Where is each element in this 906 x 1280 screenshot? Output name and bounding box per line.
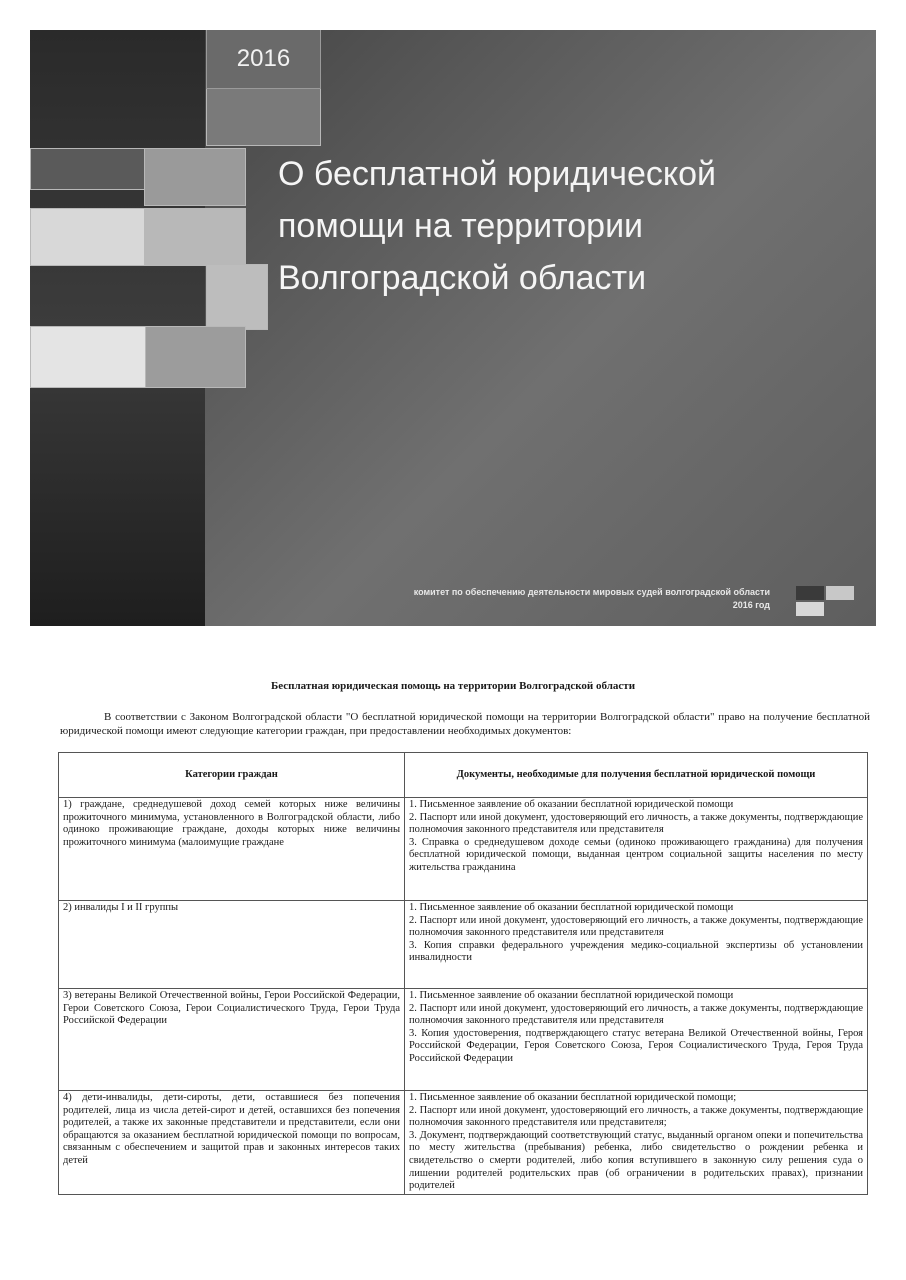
decor-tile [206, 88, 321, 146]
table-row [59, 901, 868, 989]
document-item: 2. Паспорт или иной документ, удостоверяющий его личность, а также документы, подтверждающие полномочия законного представителя или представителя [409, 811, 863, 836]
cover-title [278, 148, 858, 304]
document-item: 1. Письменное заявление об оказании бесплатной юридической помощи; [409, 1092, 737, 1103]
decor-tile [206, 264, 268, 330]
cover-title-line: помощи на территории [278, 207, 644, 245]
decor-tile [30, 148, 146, 190]
documents-cell [405, 798, 868, 901]
category-cell: 3) ветераны Великой Отечественной войны, Герои Российской Федерации, Герои Советского Союза, Герои Социалистического Труда, Герои Труда Российской Федерации [59, 989, 405, 1091]
document-item: 2. Паспорт или иной документ, удостоверяющий его личность, а также документы, подтверждающие полномочия законного представителя или представителя; [409, 1104, 863, 1129]
cover-year: 2016 [206, 30, 321, 89]
categories-table [58, 752, 868, 1195]
decor-tile [30, 326, 146, 388]
documents-cell [405, 901, 868, 989]
table-row [59, 798, 868, 901]
table-row [59, 989, 868, 1091]
document-intro: В соответствии с Законом Волгоградской области "О бесплатной юридической помощи на территории Волгоградской области" право на получение бесплатной юридической помощи имеют следующие категории граждан, при предоставлении необходимых документов: [60, 711, 870, 737]
cover-panel [30, 30, 876, 626]
category-cell: 2) инвалиды I и II группы [59, 901, 405, 989]
cover-footer-year: 2016 год [732, 600, 770, 610]
category-cell: 4) дети-инвалиды, дети-сироты, дети, оставшиеся без попечения родителей, лица из числа детей-сирот и детей, оставшихся без попечения родителей, а также их законные представители и представители, если они обращаются за оказанием бесплатной юридической помощи по вопросам, связанным с обеспечением и защитой прав и законных интересов таких детей [59, 1091, 405, 1195]
document-item: 2. Паспорт или иной документ, удостоверяющий его личность, а также документы, подтверждающие полномочия законного представителя или представителя [409, 914, 863, 939]
document-item: 3. Копия справки федерального учреждения медико-социальной экспертизы об установлении инвалидности [409, 939, 863, 964]
document-title: Бесплатная юридическая помощь на территории Волгоградской области [270, 680, 636, 692]
decor-tile [144, 148, 246, 206]
cover-footer [414, 586, 770, 612]
cover-title-line: О бесплатной юридической [278, 155, 717, 193]
document-item: 3. Копия удостоверения, подтверждающего статус ветерана Великой Отечественной войны, Героя Российской Федерации, Героя Советского Союза, Героя Социалистического Труда, Героя Труда Российской Федерации [409, 1027, 863, 1064]
logo-square-dark [796, 586, 824, 600]
decor-tile [144, 326, 246, 388]
document-item: 3. Справка о среднедушевом доходе семьи (одиноко проживающего гражданина) для получения бесплатной юридической помощи, выданная центром социальной защиты населения по месту жительства гражданина [409, 836, 863, 873]
document-item: 1. Письменное заявление об оказании бесплатной юридической помощи [409, 799, 734, 810]
logo-square-light [826, 586, 854, 600]
documents-cell [405, 989, 868, 1091]
document-item: 1. Письменное заявление об оказании бесплатной юридической помощи [409, 990, 734, 1001]
category-cell: 1) граждане, среднедушевой доход семей которых ниже величины прожиточного минимума, установленного в Волгоградской области, либо одиноко проживающие граждане, доходы которых ниже величины прожиточного минимума (малоимущие граждане [59, 798, 405, 901]
table-row [59, 1091, 868, 1195]
document-item: 1. Письменное заявление об оказании бесплатной юридической помощи [409, 902, 734, 913]
logo-square-light [796, 602, 824, 616]
document-item: 3. Документ, подтверждающий соответствующий статус, выданный органом опеки и попечительства по месту жительства (пребывания) ребенка, либо свидетельство о рождении ребенка и свидетельство о смерти родителей, либо копия вступившего в законную силу решения суда о лишении родителей родительских прав (об ограничении в родительских правах), признании родителей [409, 1129, 863, 1192]
column-header-documents: Документы, необходимые для получения бесплатной юридической помощи [405, 753, 868, 798]
documents-cell [405, 1091, 868, 1195]
decor-tile [30, 208, 146, 266]
table-header-row [59, 753, 868, 798]
document-item: 2. Паспорт или иной документ, удостоверяющий его личность, а также документы, подтверждающие полномочия законного представителя или представителя [409, 1002, 863, 1027]
decor-tile [144, 208, 246, 266]
cover-footer-org: комитет по обеспечению деятельности мировых судей волгоградской области [413, 587, 770, 597]
column-header-categories: Категории граждан [59, 753, 405, 798]
cover-title-line: Волгоградской области [278, 259, 647, 297]
